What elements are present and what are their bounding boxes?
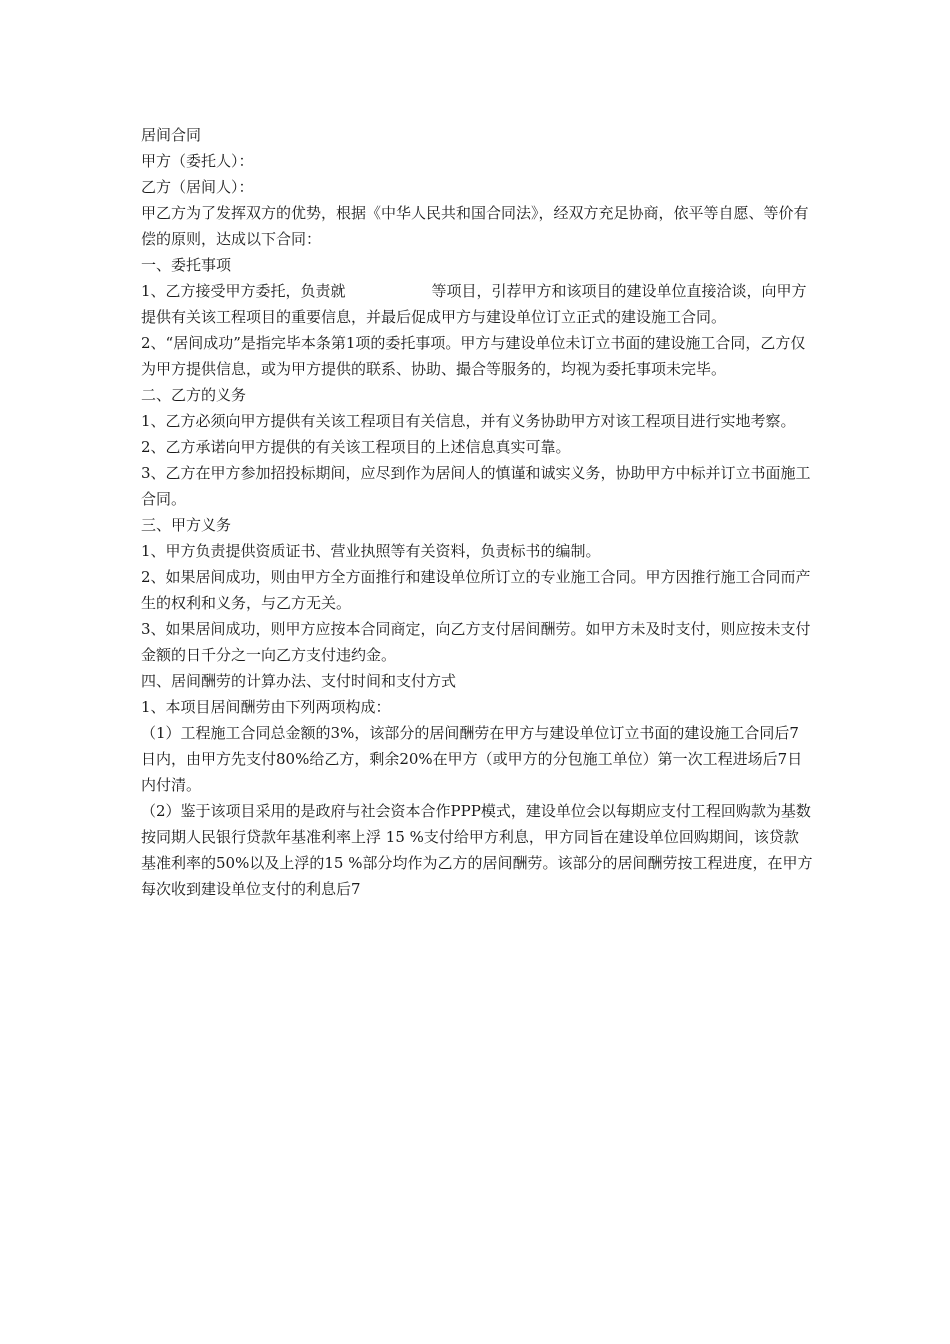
section-2-item-3: 3、乙方在甲方参加招投标期间，应尽到作为居间人的慎谨和诚实义务，协助甲方中标并订立书面施工合同。 <box>141 464 811 508</box>
section-2-heading: 二、乙方的义务 <box>141 386 247 404</box>
section-1-item-2: 2、“居间成功”是指完毕本条第1项的委托事项。甲方与建设单位未订立书面的建设施工合同，乙方仅为甲方提供信息，或为甲方提供的联系、协助、撮合等服务的，均视为委托事项未完毕。 <box>141 334 806 378</box>
section-3-heading: 三、甲方义务 <box>141 516 232 534</box>
section-1-item-1-rest: 等项目，引荐甲方和该项目的建设单位直接洽谈，向甲方提供有关该工程项目的重要信息，并最后促成甲方与建设单位订立正式的建设施工合同。 <box>141 282 807 326</box>
section-1-item-1-lead: 1、乙方接受甲方委托，负责就 <box>141 282 346 300</box>
section-3-item-3: 3、如果居间成功，则甲方应按本合同商定，向乙方支付居间酬劳。如甲方未及时支付，则应按未支付金额的日千分之一向乙方支付违约金。 <box>141 620 811 664</box>
section-4-heading: 四、居间酬劳的计算办法、支付时间和支付方式 <box>141 672 457 690</box>
section-2-item-2: 2、乙方承诺向甲方提供的有关该工程项目的上述信息真实可靠。 <box>141 438 571 456</box>
contract-document <box>141 122 813 902</box>
section-1-heading: 一、委托事项 <box>141 256 232 274</box>
party-a-line: 甲方（委托人）： <box>141 152 254 170</box>
document-title: 居间合同 <box>141 126 202 144</box>
section-4-item-1-part-2: （2）鉴于该项目采用的是政府与社会资本合作PPP模式，建设单位会以每期应支付工程回购款为基数按同期人民银行贷款年基准利率上浮 15 %支付给甲方利息，甲方同旨在建设单位回购期间，该贷款基准利率的50%以及上浮的15 %部分均作为乙方的居间酬劳。该部分的居间酬劳按工程进度，在甲方每次收到建设单位支付的利息后7 <box>141 802 813 898</box>
intro-paragraph: 甲乙方为了发挥双方的优势，根据《中华人民共和国合同法》，经双方充足协商，依平等自愿、等价有偿的原则，达成以下合同： <box>141 204 809 248</box>
section-3-item-1: 1、甲方负责提供资质证书、营业执照等有关资料，负责标书的编制。 <box>141 542 601 560</box>
section-2-item-1: 1、乙方必须向甲方提供有关该工程项目有关信息，并有义务协助甲方对该工程项目进行实地考察。 <box>141 412 796 430</box>
section-4-item-1-part-1: （1）工程施工合同总金额的3%，该部分的居间酬劳在甲方与建设单位订立书面的建设施工合同后7日内，由甲方先支付80%给乙方，剩余20%在甲方（或甲方的分包施工单位）第一次工程进场后7日内付清。 <box>141 724 803 794</box>
party-b-line: 乙方（居间人）： <box>141 178 254 196</box>
section-1-item-1 <box>141 278 813 330</box>
section-4-item-1: 1、本项目居间酬劳由下列两项构成： <box>141 698 391 716</box>
section-3-item-2: 2、如果居间成功，则由甲方全方面推行和建设单位所订立的专业施工合同。甲方因推行施工合同而产生的权利和义务，与乙方无关。 <box>141 568 811 612</box>
